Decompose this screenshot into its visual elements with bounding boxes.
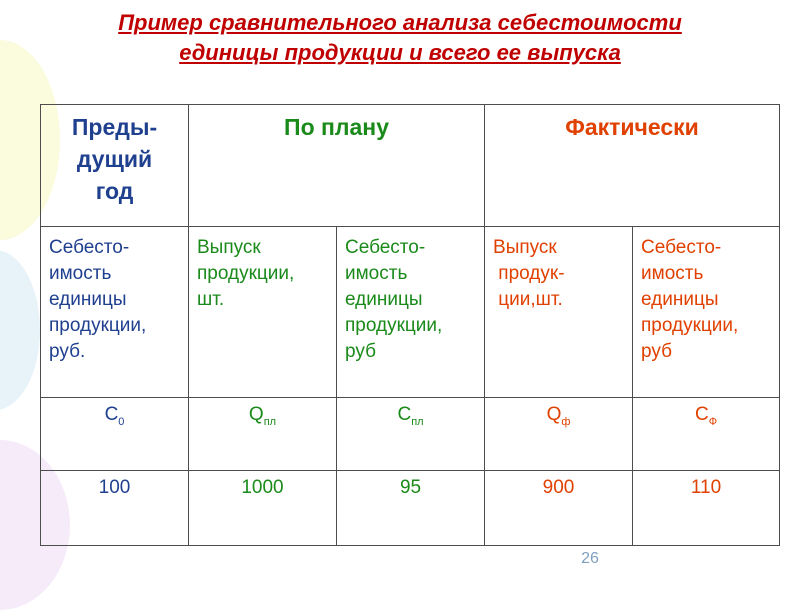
- value-qf: 900: [485, 471, 633, 546]
- desc-cost-plan: Себесто- имость единицы продукции, руб: [337, 227, 485, 398]
- symbol-row: [41, 398, 780, 471]
- symbol-qf: $Q_ф$: [485, 398, 633, 471]
- decor-blob-blue: [0, 250, 40, 410]
- value-cpl: 95: [337, 471, 485, 546]
- value-qpl: 1000: [189, 471, 337, 546]
- symbol-c0: $С_0$: [41, 398, 189, 471]
- desc-cost-prev: Себесто- имость единицы продукции, руб.: [41, 227, 189, 398]
- desc-output-plan: Выпуск продукции, шт.: [189, 227, 337, 398]
- symbol-cpl: $С_{пл}$: [337, 398, 485, 471]
- header-actual: Фактически: [485, 105, 780, 227]
- value-row: [41, 471, 780, 546]
- description-row: [41, 227, 780, 398]
- cost-comparison-table: [40, 104, 780, 546]
- slide-title: [20, 8, 780, 68]
- desc-cost-actual: Себесто- имость единицы продукции, руб: [633, 227, 780, 398]
- value-cf: 110: [633, 471, 780, 546]
- header-plan: По плану: [189, 105, 485, 227]
- header-prev-year: Преды- дущий год: [41, 105, 189, 227]
- header-row: [41, 105, 780, 227]
- title-line-2: единицы продукции и всего ее выпуска: [179, 40, 621, 65]
- value-c0: 100: [41, 471, 189, 546]
- page-number: 26: [581, 550, 599, 567]
- title-line-1: Пример сравнительного анализа себестоимости: [118, 10, 682, 35]
- symbol-qpl: $Q_{пл}$: [189, 398, 337, 471]
- desc-output-actual: Выпуск продук- ции,шт.: [485, 227, 633, 398]
- symbol-cf: $С_Ф$: [633, 398, 780, 471]
